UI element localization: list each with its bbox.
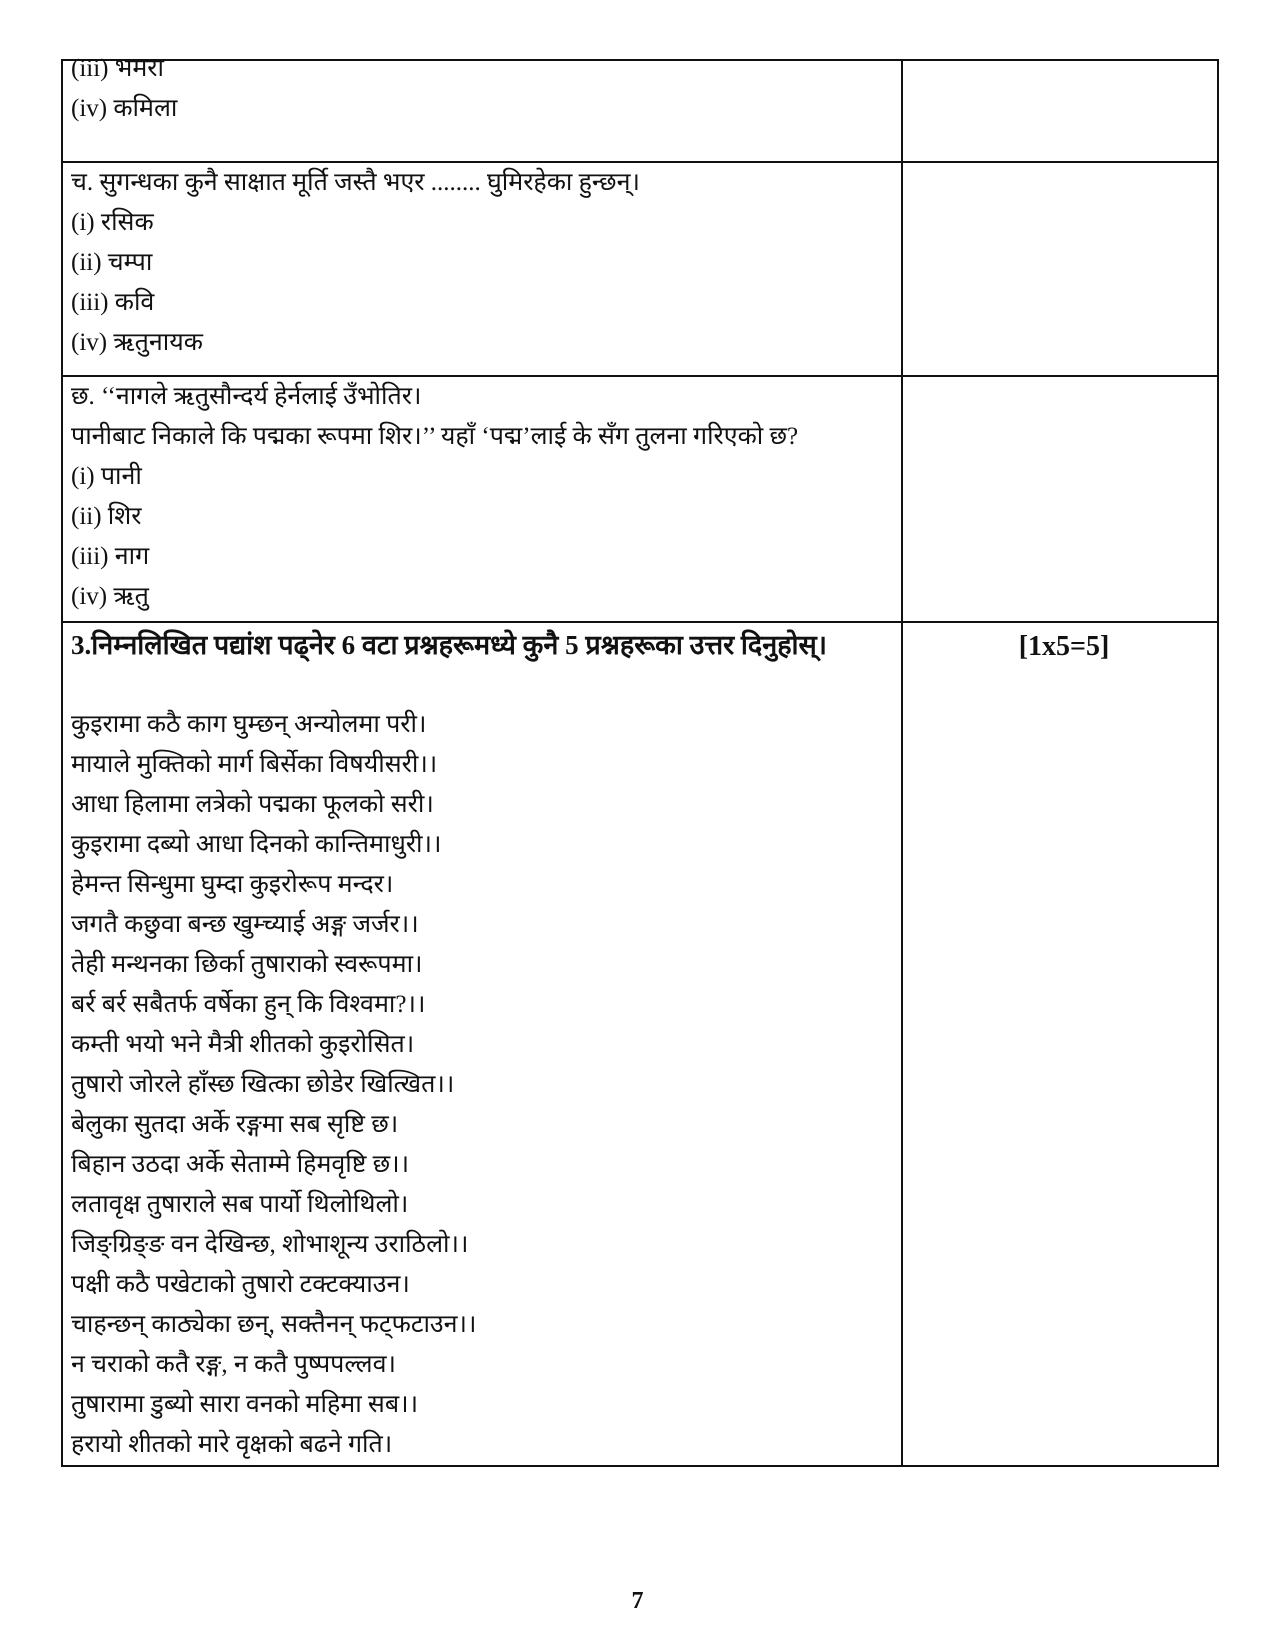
table-row [62,162,1218,376]
poem-line: हरायो शीतको मारे वृक्षको बढने गति। [71,1431,393,1458]
poem-line: आधा हिलामा लत्रेको पद्मका फूलको सरी। [71,791,434,818]
question-heading: 3.निम्नलिखित पद्यांश पढ्नेर 6 वटा प्रश्नहरूमध्ये कुनै 5 प्रश्नहरूका उत्तर दिनुहोस्। [71,630,828,660]
question-cell [62,622,902,1466]
marks-allocation: [1x5=5] [1018,631,1110,662]
poem-line: मायाले मुक्तिको मार्ग बिर्सेका विषयीसरी।। [71,751,438,778]
option-line: (iv) कमिला [71,95,178,122]
poem-line: जगतै कछुवा बन्छ खुम्च्याई अङ्ग जर्जर।। [71,911,419,938]
poem-line: कुइरामा दब्यो आधा दिनको कान्तिमाधुरी।। [71,831,442,858]
question-cell [62,55,902,162]
option-line: (iii) कवि [71,289,155,316]
option-line: (i) पानी [71,463,142,490]
poem-passage [71,705,901,1465]
question-table [61,55,1219,1467]
marks-cell [902,376,1218,622]
poem-line: न चराको कतै रङ्ग, न कतै पुष्पपल्लव। [71,1351,396,1378]
poem-line: तुषारो जोरले हाँस्छ खित्का छोडेर खित्खित।। [71,1071,455,1098]
table-row [62,376,1218,622]
table-row [62,622,1218,1466]
poem-line: लतावृक्ष तुषाराले सब पार्यो थिलोथिलो। [71,1191,409,1218]
marks-cell [902,60,1218,162]
table-row [62,60,1218,162]
poem-line: कम्ती भयो भने मैत्री शीतको कुइरोसित। [71,1031,415,1058]
question-cell [62,162,902,376]
option-line: (ii) चम्पा [71,249,153,276]
poem-line: हेमन्त सिन्धुमा घुम्दा कुइरोरूप मन्दर। [71,871,394,898]
poem-line: बेलुका सुतदा अर्के रङ्गमा सब सृष्टि छ। [71,1111,399,1138]
question-cell [62,376,902,622]
marks-cell [902,162,1218,376]
option-line: (iii) नाग [71,543,150,570]
question-text: छ. ‘‘नागले ऋतुसौन्दर्य हेर्नलाई उँभोतिर। [71,383,422,410]
question-text: पानीबाट निकाले कि पद्मका रूपमा शिर।’’ यहाँ ‘पद्म’लाई के सँग तुलना गरिएको छ? [71,423,799,450]
poem-line: तुषारामा डुब्यो सारा वनको महिमा सब।। [71,1391,419,1418]
poem-line: चाहन्छन् काठ्येका छन्, सक्तैनन् फट्फटाउन।। [71,1311,477,1338]
option-line: (i) रसिक [71,209,154,236]
poem-line: पक्षी कठै पखेटाको तुषारो टक्टक्याउन। [71,1271,410,1298]
poem-line: कुइरामा कठै काग घुम्छन् अन्योलमा परी। [71,711,427,738]
poem-line: बिहान उठदा अर्के सेताम्मे हिमवृष्टि छ।। [71,1151,410,1178]
question-text: च. सुगन्धका कुनै साक्षात मूर्ति जस्तै भएर ........ घुमिरहेका हुन्छन्। [71,169,640,196]
poem-line: जिङ्ग्रिङ्ङ वन देखिन्छ, शोभाशून्य उराठिलो।। [71,1231,469,1258]
option-line: (ii) शिर [71,503,142,530]
poem-line: बर्र बर्र सबैतर्फ वर्षेका हुन् कि विश्वमा?।। [71,991,426,1018]
page-number: 7 [631,1588,644,1614]
marks-cell [902,622,1218,1466]
option-line: (iv) ऋतु [71,583,149,610]
option-line: (iii) भमरा [71,55,164,82]
option-line: (iv) ऋतुनायक [71,329,203,356]
poem-line: तेही मन्थनका छिर्का तुषाराको स्वरूपमा। [71,951,423,978]
